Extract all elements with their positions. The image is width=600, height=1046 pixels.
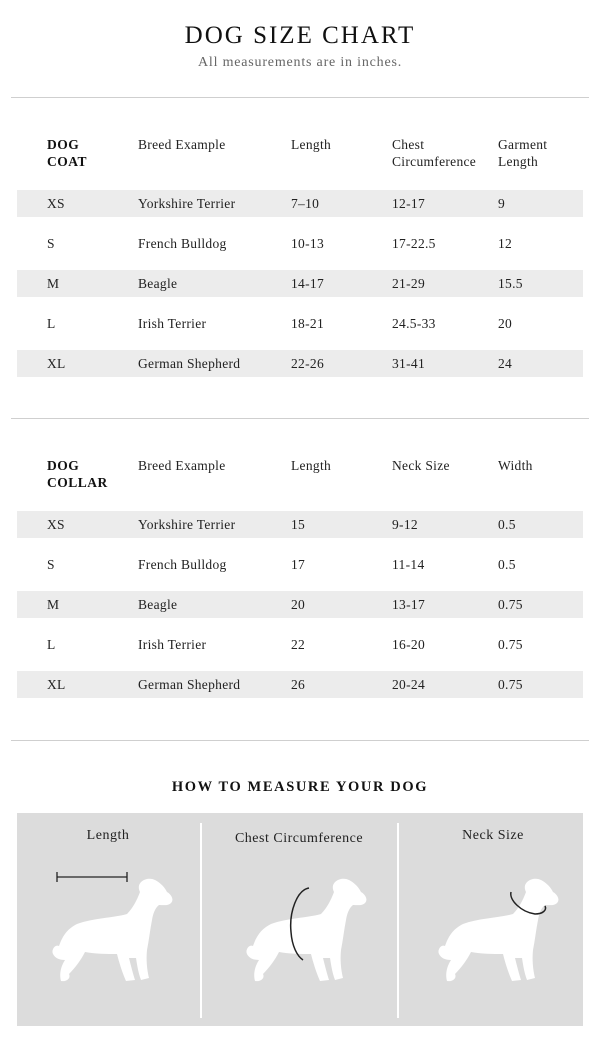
cell-length: 18-21 bbox=[291, 316, 324, 331]
cell-length: 22-26 bbox=[291, 356, 324, 371]
cell-length: 10-13 bbox=[291, 236, 324, 251]
dog-length-illustration bbox=[37, 868, 187, 988]
cell-length: 20 bbox=[291, 597, 306, 612]
cell-neck-size: 16-20 bbox=[392, 637, 425, 652]
cell-neck-size: 20-24 bbox=[392, 677, 425, 692]
cell-length: 22 bbox=[291, 637, 306, 652]
cell-breed: German Shepherd bbox=[138, 677, 241, 692]
cell-breed: Beagle bbox=[138, 276, 178, 291]
cell-width: 0.75 bbox=[498, 597, 523, 612]
table-row bbox=[17, 270, 583, 297]
cell-garment-length: 9 bbox=[498, 196, 506, 211]
header-neck-size: Neck Size bbox=[392, 458, 450, 473]
header-size: DOG COAT bbox=[47, 137, 88, 169]
cell-chest: 17-22.5 bbox=[392, 236, 436, 251]
cell-neck-size: 13-17 bbox=[392, 597, 425, 612]
cell-garment-length: 15.5 bbox=[498, 276, 523, 291]
cell-breed: German Shepherd bbox=[138, 356, 241, 371]
table-row bbox=[17, 350, 583, 377]
dog-silhouette-icon bbox=[438, 879, 558, 981]
cell-size: XS bbox=[47, 196, 65, 211]
cell-width: 0.5 bbox=[498, 517, 516, 532]
cell-breed: Irish Terrier bbox=[138, 637, 207, 652]
dog-silhouette-icon bbox=[52, 879, 172, 981]
divider-line bbox=[11, 97, 589, 98]
measure-label-chest: Chest Circumference bbox=[234, 831, 364, 846]
cell-breed: Yorkshire Terrier bbox=[138, 196, 236, 211]
page-subtitle: All measurements are in inches. bbox=[197, 55, 403, 70]
divider-line bbox=[11, 418, 589, 419]
panel-divider bbox=[397, 823, 399, 1018]
cell-length: 14-17 bbox=[291, 276, 324, 291]
measure-section-title: HOW TO MEASURE YOUR DOG bbox=[171, 779, 429, 795]
cell-size: L bbox=[47, 637, 56, 652]
header-breed: Breed Example bbox=[138, 458, 226, 473]
measure-panel bbox=[17, 813, 583, 1026]
cell-chest: 24.5-33 bbox=[392, 316, 436, 331]
length-marker bbox=[57, 872, 127, 882]
cell-breed: French Bulldog bbox=[138, 557, 227, 572]
dog-neck-illustration bbox=[423, 868, 573, 988]
cell-length: 7–10 bbox=[291, 196, 320, 211]
cell-width: 0.5 bbox=[498, 557, 516, 572]
cell-length: 17 bbox=[291, 557, 306, 572]
cell-size: S bbox=[47, 236, 55, 251]
table-header bbox=[17, 136, 583, 186]
measure-label-length: Length bbox=[86, 828, 130, 843]
cell-garment-length: 24 bbox=[498, 356, 513, 371]
divider-line bbox=[11, 740, 589, 741]
cell-size: M bbox=[47, 276, 60, 291]
cell-width: 0.75 bbox=[498, 637, 523, 652]
cell-size: M bbox=[47, 597, 60, 612]
table-row bbox=[17, 591, 583, 618]
page-title: DOG SIZE CHART bbox=[184, 22, 416, 49]
cell-size: XL bbox=[47, 356, 66, 371]
header-width: Width bbox=[498, 458, 533, 473]
dog-chest-illustration bbox=[231, 868, 381, 988]
table-row bbox=[17, 631, 583, 658]
cell-length: 15 bbox=[291, 517, 306, 532]
table-row bbox=[17, 671, 583, 698]
cell-breed: Irish Terrier bbox=[138, 316, 207, 331]
table-row bbox=[17, 310, 583, 337]
cell-neck-size: 9-12 bbox=[392, 517, 418, 532]
table-row bbox=[17, 551, 583, 578]
measure-label-neck: Neck Size bbox=[462, 828, 524, 843]
table-row bbox=[17, 511, 583, 538]
header-size: DOG COLLAR bbox=[47, 458, 108, 490]
header-length: Length bbox=[291, 458, 332, 473]
table-row bbox=[17, 230, 583, 257]
cell-breed: French Bulldog bbox=[138, 236, 227, 251]
cell-breed: Beagle bbox=[138, 597, 178, 612]
cell-size: L bbox=[47, 316, 56, 331]
cell-breed: Yorkshire Terrier bbox=[138, 517, 236, 532]
panel-divider bbox=[200, 823, 202, 1018]
cell-width: 0.75 bbox=[498, 677, 523, 692]
cell-size: S bbox=[47, 557, 55, 572]
cell-neck-size: 11-14 bbox=[392, 557, 425, 572]
cell-chest: 31-41 bbox=[392, 356, 425, 371]
cell-length: 26 bbox=[291, 677, 306, 692]
header-breed: Breed Example bbox=[138, 137, 226, 152]
dog-silhouette-icon bbox=[246, 879, 366, 981]
header-garment-length: Garment Length bbox=[498, 137, 548, 169]
cell-chest: 12-17 bbox=[392, 196, 425, 211]
table-header bbox=[17, 457, 583, 507]
table-row bbox=[17, 190, 583, 217]
cell-chest: 21-29 bbox=[392, 276, 425, 291]
header-chest: Chest Circumference bbox=[392, 137, 477, 169]
header-length: Length bbox=[291, 137, 332, 152]
cell-garment-length: 12 bbox=[498, 236, 513, 251]
cell-garment-length: 20 bbox=[498, 316, 513, 331]
cell-size: XS bbox=[47, 517, 65, 532]
cell-size: XL bbox=[47, 677, 66, 692]
